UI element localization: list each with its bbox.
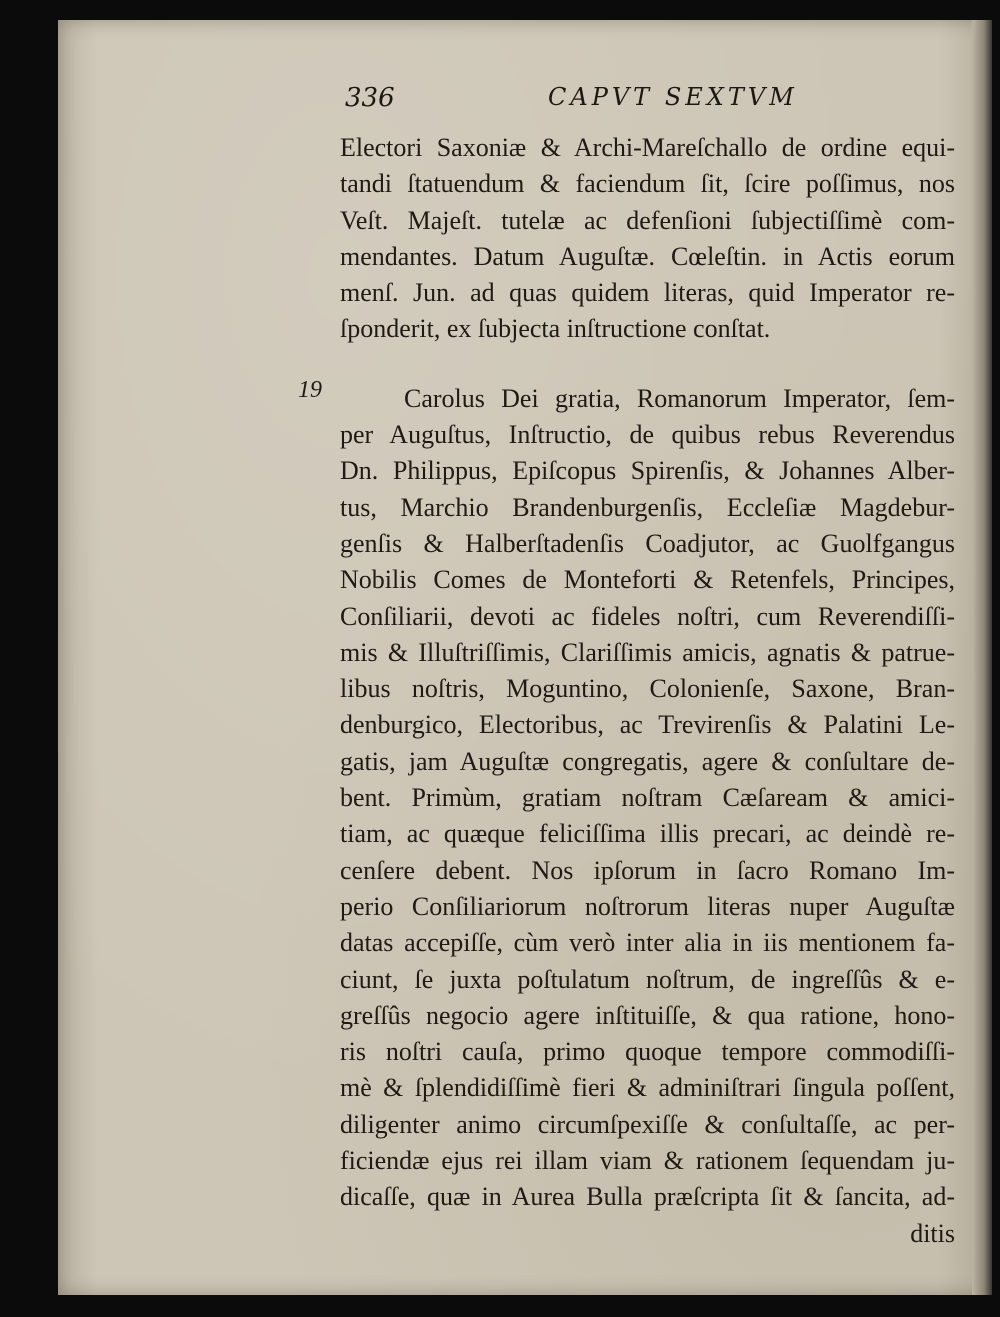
- text-line: Nobilis Comes de Monteforti & Retenfels, Principes,: [340, 565, 955, 595]
- text-line: tiam, ac quæque feliciſſima illis precari, ac deindè re-: [340, 819, 955, 849]
- page-header: [345, 83, 825, 117]
- text-line: mis & Illuſtriſſimis, Clariſſimis amicis, agnatis & patrue-: [340, 637, 955, 667]
- text-line: denburgico, Electoribus, ac Trevirenſis & Palatini Le-: [340, 710, 955, 740]
- text-line: bent. Primùm, gratiam noſtram Cæſaream & amici-: [340, 783, 955, 813]
- text-line: datas accepiſſe, cùm verò inter alia in iis mentionem fa-: [340, 928, 955, 958]
- text-line: Electori Saxoniæ & Archi-Mareſchallo de ordine equi-: [340, 133, 955, 162]
- text-line: ris noſtri cauſa, primo quoque tempore commodiſſi-: [340, 1037, 955, 1067]
- text-line: tandi ſtatuendum & faciendum ſit, ſcire poſſimus, nos: [340, 169, 955, 199]
- body-text: [340, 130, 955, 1252]
- paragraph-gap: [340, 348, 955, 381]
- text-line: Veſt. Majeſt. tutelæ ac defenſioni ſubjectiſſimè com-: [340, 205, 955, 235]
- text-line: dicaſſe, quæ in Aurea Bulla præſcripta ſit & ſancita, ad-: [340, 1182, 955, 1212]
- text-line: Conſiliarii, devoti ac fideles noſtri, cum Reverendiſſi-: [340, 601, 955, 631]
- text-line: mendantes. Datum Auguſtæ. Cœleſtin. in Actis eorum: [340, 241, 955, 271]
- text-line: per Auguſtus, Inſtructio, de quibus rebus Reverendus: [340, 420, 955, 450]
- text-line: tus, Marchio Brandenburgenſis, Eccleſiæ Magdebur-: [340, 492, 955, 522]
- text-line: greſſûs negocio agere inſtituiſſe, & qua ratione, hono-: [340, 1000, 955, 1030]
- text-line: menſ. Jun. ad quas quidem literas, quid Imperator re-: [340, 278, 955, 308]
- text-line: Dn. Philippus, Epiſcopus Spirenſis, & Johannes Alber-: [340, 456, 955, 486]
- text-line: genſis & Halberſtadenſis Coadjutor, ac Guolfgangus: [340, 528, 955, 558]
- text-line: diligenter animo circumſpexiſſe & conſultaſſe, ac per-: [340, 1109, 955, 1139]
- catchword: ditis: [910, 1218, 955, 1248]
- page-number: 336: [345, 83, 395, 113]
- page-edge-shadow: [972, 20, 992, 1295]
- text-line: ſponderit, ex ſubjecta inſtructione conſtat.: [340, 314, 771, 344]
- text-line: gatis, jam Auguſtæ congregatis, agere & conſultare de-: [340, 746, 955, 776]
- text-line: mè & ſplendidiſſimè fieri & adminiſtrari ſingula poſſent,: [340, 1073, 955, 1103]
- text-line: Carolus Dei gratia, Romanorum Imperator, ſem-: [404, 383, 955, 413]
- margin-section-number: 19: [298, 377, 322, 403]
- text-line: ciunt, ſe juxta poſtulatum noſtrum, de ingreſſûs & e-: [340, 964, 955, 994]
- text-line: libus noſtris, Moguntino, Colonienſe, Saxone, Bran-: [340, 674, 955, 704]
- text-line: ficiendæ ejus rei illam viam & rationem ſequendam ju-: [340, 1146, 955, 1176]
- running-head: CAPVT SEXTVM: [548, 83, 798, 111]
- text-line: cenſere debent. Nos ipſorum in ſacro Romano Im-: [340, 855, 955, 885]
- text-line: perio Conſiliariorum noſtrorum literas nuper Auguſtæ: [340, 891, 955, 921]
